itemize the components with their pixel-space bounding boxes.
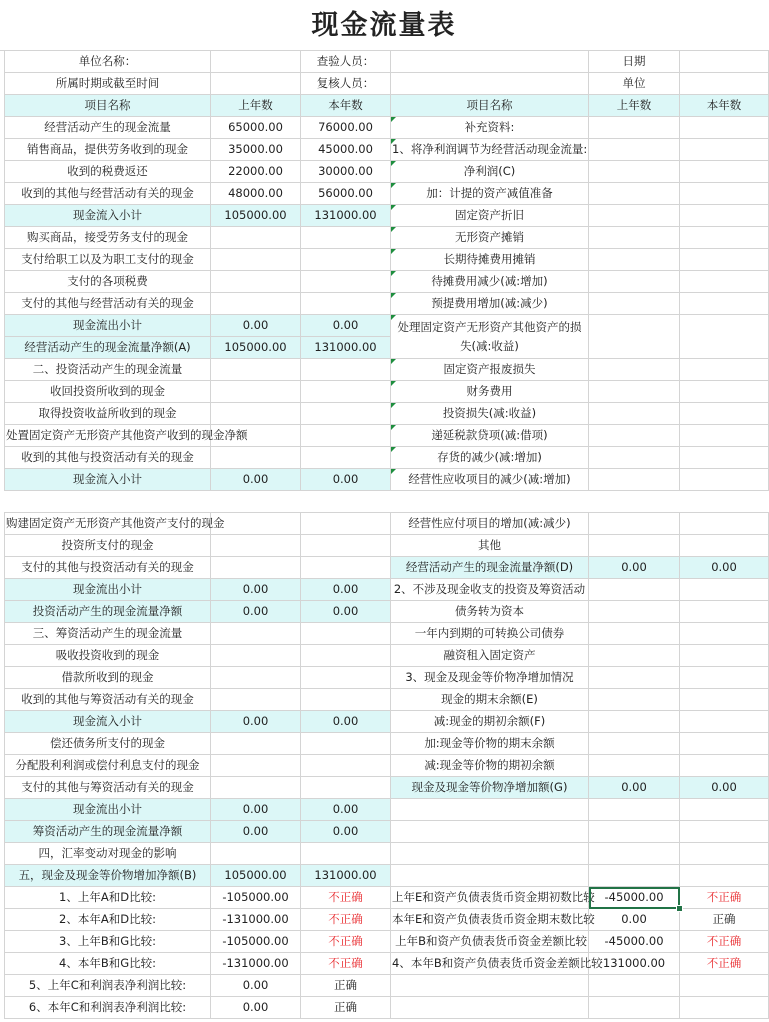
column-header-item[interactable]: 项目名称 (5, 95, 211, 117)
this-year-cell[interactable]: 30000.00 (301, 161, 391, 183)
right-this-year-cell[interactable] (680, 381, 769, 403)
right-this-year-cell[interactable] (680, 755, 769, 777)
last-year-cell[interactable]: 0.00 (211, 601, 301, 623)
right-item-name-cell[interactable]: 加:现金等价物的期末余额 (391, 733, 589, 755)
right-last-year-cell[interactable] (589, 271, 680, 293)
right-item-name-cell[interactable] (391, 821, 589, 843)
last-year-cell[interactable] (211, 249, 301, 271)
right-item-name-cell[interactable]: 递延税款贷项(减:借项) (391, 425, 589, 447)
this-year-cell[interactable] (301, 667, 391, 689)
item-name-cell[interactable]: 三、筹资活动产生的现金流量 (5, 623, 211, 645)
right-this-year-cell[interactable] (680, 271, 769, 293)
this-year-cell[interactable]: 0.00 (301, 711, 391, 733)
right-last-year-cell[interactable] (589, 227, 680, 249)
right-last-year-cell[interactable] (589, 249, 680, 271)
check-diff-right-cell[interactable]: 0.00 (589, 909, 680, 931)
this-year-cell[interactable]: 0.00 (301, 821, 391, 843)
right-this-year-cell[interactable] (680, 667, 769, 689)
table-row (5, 865, 769, 887)
right-last-year-cell[interactable]: 0.00 (589, 557, 680, 579)
right-this-year-cell[interactable] (680, 821, 769, 843)
check-label-cell[interactable]: 6、本年C和利润表净利润比较: (5, 997, 211, 1019)
right-this-year-cell[interactable] (680, 205, 769, 227)
check-row (5, 953, 769, 975)
item-name-cell[interactable]: 收回投资所收到的现金 (5, 381, 211, 403)
right-item-name-cell[interactable]: 现金的期末余额(E) (391, 689, 589, 711)
right-this-year-cell[interactable] (680, 293, 769, 315)
check-diff-cell[interactable]: -131000.00 (211, 953, 301, 975)
table-row (5, 469, 769, 491)
last-year-cell[interactable]: 105000.00 (211, 337, 301, 359)
last-year-cell[interactable] (211, 359, 301, 381)
right-last-year-cell[interactable] (589, 513, 680, 535)
right-last-year-cell[interactable] (589, 381, 680, 403)
sheet-title: 现金流量表 (0, 0, 768, 51)
check-diff-cell[interactable]: 0.00 (211, 975, 301, 997)
this-year-cell[interactable] (301, 623, 391, 645)
item-name-cell[interactable]: 经营活动产生的现金流量净额(A) (5, 337, 211, 359)
reviewer-value[interactable] (391, 73, 589, 95)
table-row (5, 601, 769, 623)
check-label-cell[interactable]: 2、本年A和D比较: (5, 909, 211, 931)
table-row (5, 755, 769, 777)
item-name-cell[interactable]: 筹资活动产生的现金流量净额 (5, 821, 211, 843)
date-label: 日期 (589, 51, 680, 73)
right-last-year-cell[interactable] (589, 755, 680, 777)
right-last-year-cell[interactable] (589, 447, 680, 469)
this-year-cell[interactable] (301, 689, 391, 711)
check-diff-right-cell[interactable] (589, 975, 680, 997)
right-last-year-cell[interactable] (589, 865, 680, 887)
period-label: 所属时期或截至时间 (5, 73, 211, 95)
table-row (5, 777, 769, 799)
date-value[interactable] (680, 51, 769, 73)
right-this-year-cell[interactable] (680, 843, 769, 865)
right-this-year-cell[interactable] (680, 601, 769, 623)
right-item-name-cell[interactable]: 财务费用 (391, 381, 589, 403)
reviewer-label: 复核人员： (301, 73, 391, 95)
this-year-cell[interactable]: 0.00 (301, 799, 391, 821)
this-year-cell[interactable]: 131000.00 (301, 337, 391, 359)
table-row (5, 557, 769, 579)
check-diff-cell[interactable]: 0.00 (211, 997, 301, 1019)
checker-value[interactable] (391, 51, 589, 73)
this-year-cell[interactable] (301, 513, 391, 535)
right-this-year-cell[interactable] (680, 249, 769, 271)
item-name-cell[interactable]: 现金流入小计 (5, 469, 211, 491)
table-row (5, 733, 769, 755)
table-row (5, 843, 769, 865)
right-this-year-cell[interactable] (680, 579, 769, 601)
check-result-cell[interactable]: 不正确 (301, 953, 391, 975)
check-diff-right-cell[interactable] (589, 997, 680, 1019)
last-year-cell[interactable]: 105000.00 (211, 205, 301, 227)
item-name-cell[interactable]: 现金流出小计 (5, 315, 211, 337)
last-year-cell[interactable]: 0.00 (211, 469, 301, 491)
table-row (5, 293, 769, 315)
unit-name-label: 单位名称： (5, 51, 211, 73)
right-this-year-cell[interactable] (680, 513, 769, 535)
last-year-cell[interactable] (211, 843, 301, 865)
check-result-right-cell[interactable] (680, 997, 769, 1019)
right-item-name-cell[interactable]: 待摊费用减少(减:增加) (391, 271, 589, 293)
right-last-year-cell[interactable] (589, 689, 680, 711)
this-year-cell[interactable] (301, 755, 391, 777)
right-this-year-cell[interactable] (680, 623, 769, 645)
right-item-name-cell[interactable] (391, 865, 589, 887)
cashflow-table-top (4, 50, 769, 491)
table-row (5, 271, 769, 293)
right-last-year-cell[interactable] (589, 535, 680, 557)
table-row (5, 249, 769, 271)
period-value[interactable] (211, 73, 301, 95)
table-row (5, 667, 769, 689)
this-year-cell[interactable] (301, 843, 391, 865)
right-this-year-cell[interactable] (680, 689, 769, 711)
item-name-cell[interactable]: 购买商品，接受劳务支付的现金 (5, 227, 211, 249)
unit-value[interactable] (680, 73, 769, 95)
table-row (5, 425, 769, 447)
table-row (5, 183, 769, 205)
right-item-name-cell[interactable]: 处理固定资产无形资产其他资产的损失(减:收益) (391, 315, 589, 359)
right-item-name-cell[interactable]: 减:现金等价物的期初余额 (391, 755, 589, 777)
right-item-name-cell[interactable]: 投资损失(减:收益) (391, 403, 589, 425)
fill-handle[interactable] (676, 905, 683, 912)
right-this-year-cell[interactable] (680, 865, 769, 887)
item-name-cell[interactable]: 五，现金及现金等价物增加净额(B) (5, 865, 211, 887)
right-this-year-cell[interactable] (680, 183, 769, 205)
checker-label: 查验人员： (301, 51, 391, 73)
item-name-cell[interactable]: 四，汇率变动对现金的影响 (5, 843, 211, 865)
right-this-year-cell[interactable]: 0.00 (680, 557, 769, 579)
item-name-cell[interactable]: 收到的其他与经营活动有关的现金 (5, 183, 211, 205)
right-this-year-cell[interactable] (680, 711, 769, 733)
check-result-right-cell[interactable]: 不正确 (680, 953, 769, 975)
item-name-cell[interactable]: 现金流入小计 (5, 711, 211, 733)
this-year-cell[interactable] (301, 645, 391, 667)
right-last-year-cell[interactable] (589, 117, 680, 139)
table-row (5, 139, 769, 161)
last-year-cell[interactable]: 0.00 (211, 711, 301, 733)
table-row (5, 623, 769, 645)
item-name-cell[interactable]: 支付的各项税费 (5, 271, 211, 293)
table-row (5, 227, 769, 249)
table-row (5, 447, 769, 469)
check-label-right-cell[interactable]: 上年B和资产负债表货币资金差额比较 (391, 931, 589, 953)
right-item-name-cell[interactable]: 净利润(C) (391, 161, 589, 183)
right-last-year-cell[interactable] (589, 667, 680, 689)
column-header-last-year-right[interactable]: 上年数 (589, 95, 680, 117)
right-last-year-cell[interactable] (589, 469, 680, 491)
right-this-year-cell[interactable]: 0.00 (680, 777, 769, 799)
this-year-cell[interactable] (301, 293, 391, 315)
this-year-cell[interactable]: 56000.00 (301, 183, 391, 205)
item-name-cell[interactable]: 现金流出小计 (5, 799, 211, 821)
check-result-right-cell[interactable]: 不正确 (680, 887, 769, 909)
right-item-name-cell[interactable] (391, 843, 589, 865)
unit-name-value[interactable] (211, 51, 301, 73)
this-year-cell[interactable] (301, 733, 391, 755)
right-this-year-cell[interactable] (680, 425, 769, 447)
last-year-cell[interactable] (211, 271, 301, 293)
this-year-cell[interactable] (301, 227, 391, 249)
item-name-cell[interactable]: 收到的其他与筹资活动有关的现金 (5, 689, 211, 711)
selected-cell[interactable]: -45000.00 (589, 887, 680, 909)
table-row (5, 205, 769, 227)
check-label-right-cell[interactable]: 4、本年B和资产负债表货币资金差额比较 (391, 953, 589, 975)
right-item-name-cell[interactable]: 3、现金及现金等价物净增加情况 (391, 667, 589, 689)
right-last-year-cell[interactable] (589, 403, 680, 425)
right-this-year-cell[interactable] (680, 799, 769, 821)
item-name-cell[interactable]: 取得投资收益所收到的现金 (5, 403, 211, 425)
table-row (5, 689, 769, 711)
right-last-year-cell[interactable] (589, 799, 680, 821)
this-year-cell[interactable]: 0.00 (301, 469, 391, 491)
last-year-cell[interactable]: 0.00 (211, 579, 301, 601)
check-result-cell[interactable]: 不正确 (301, 931, 391, 953)
last-year-cell[interactable] (211, 733, 301, 755)
this-year-cell[interactable] (301, 403, 391, 425)
last-year-cell[interactable]: 0.00 (211, 799, 301, 821)
this-year-cell[interactable]: 0.00 (301, 579, 391, 601)
this-year-cell[interactable] (301, 425, 391, 447)
right-last-year-cell[interactable] (589, 425, 680, 447)
table-row (5, 535, 769, 557)
last-year-cell[interactable] (211, 227, 301, 249)
check-result-cell[interactable]: 正确 (301, 997, 391, 1019)
item-name-cell[interactable]: 现金流出小计 (5, 579, 211, 601)
check-label-right-cell[interactable]: 上年E和资产负债表货币资金期初数比较 (391, 887, 589, 909)
this-year-cell[interactable] (301, 777, 391, 799)
item-name-cell[interactable]: 借款所收到的现金 (5, 667, 211, 689)
right-this-year-cell[interactable] (680, 645, 769, 667)
last-year-cell[interactable] (211, 755, 301, 777)
cashflow-table-bottom (4, 512, 769, 1019)
check-result-right-cell[interactable] (680, 975, 769, 997)
this-year-cell[interactable]: 0.00 (301, 601, 391, 623)
right-item-name-cell[interactable]: 无形资产摊销 (391, 227, 589, 249)
this-year-cell[interactable] (301, 249, 391, 271)
item-name-cell[interactable]: 投资活动产生的现金流量净额 (5, 601, 211, 623)
check-result-cell[interactable]: 不正确 (301, 887, 391, 909)
check-row (5, 975, 769, 997)
this-year-cell[interactable] (301, 535, 391, 557)
right-item-name-cell[interactable]: 经营活动产生的现金流量净额(D) (391, 557, 589, 579)
table-row (5, 359, 769, 381)
right-item-name-cell[interactable]: 现金及现金等价物净增加额(G) (391, 777, 589, 799)
right-item-name-cell[interactable]: 债务转为资本 (391, 601, 589, 623)
right-last-year-cell[interactable] (589, 183, 680, 205)
this-year-cell[interactable]: 45000.00 (301, 139, 391, 161)
check-row (5, 887, 769, 909)
column-header-last-year[interactable]: 上年数 (211, 95, 301, 117)
check-result-cell[interactable]: 不正确 (301, 909, 391, 931)
right-this-year-cell[interactable] (680, 117, 769, 139)
right-last-year-cell[interactable] (589, 579, 680, 601)
this-year-cell[interactable] (301, 557, 391, 579)
right-this-year-cell[interactable] (680, 447, 769, 469)
check-diff-cell[interactable]: -131000.00 (211, 909, 301, 931)
unit-label: 单位 (589, 73, 680, 95)
item-name-cell[interactable]: 支付的其他与投资活动有关的现金 (5, 557, 211, 579)
check-label-cell[interactable]: 5、上年C和利润表净利润比较: (5, 975, 211, 997)
last-year-cell[interactable] (211, 535, 301, 557)
check-row (5, 931, 769, 953)
right-item-name-cell[interactable]: 加：计提的资产减值准备 (391, 183, 589, 205)
right-last-year-cell[interactable] (589, 601, 680, 623)
right-item-name-cell[interactable]: 补充资料: (391, 117, 589, 139)
item-name-cell[interactable]: 现金流入小计 (5, 205, 211, 227)
right-item-name-cell[interactable] (391, 799, 589, 821)
last-year-cell[interactable]: 48000.00 (211, 183, 301, 205)
screenshot-splice-gap (0, 496, 768, 512)
last-year-cell[interactable]: 22000.00 (211, 161, 301, 183)
right-last-year-cell[interactable] (589, 293, 680, 315)
right-last-year-cell[interactable] (589, 161, 680, 183)
check-label-cell[interactable]: 4、本年B和G比较: (5, 953, 211, 975)
right-item-name-cell[interactable]: 固定资产报废损失 (391, 359, 589, 381)
right-item-name-cell[interactable]: 其他 (391, 535, 589, 557)
item-name-cell[interactable]: 收到的其他与投资活动有关的现金 (5, 447, 211, 469)
last-year-cell[interactable] (211, 403, 301, 425)
right-this-year-cell[interactable] (680, 139, 769, 161)
this-year-cell[interactable] (301, 271, 391, 293)
check-label-cell[interactable]: 3、上年B和G比较: (5, 931, 211, 953)
check-result-right-cell[interactable]: 正确 (680, 909, 769, 931)
last-year-cell[interactable] (211, 689, 301, 711)
table-row (5, 381, 769, 403)
last-year-cell[interactable] (211, 557, 301, 579)
right-this-year-cell[interactable] (680, 733, 769, 755)
check-diff-cell[interactable]: -105000.00 (211, 931, 301, 953)
this-year-cell[interactable] (301, 447, 391, 469)
item-name-cell[interactable]: 二、投资活动产生的现金流量 (5, 359, 211, 381)
right-item-name-cell[interactable]: 预提费用增加(减:减少) (391, 293, 589, 315)
last-year-cell[interactable]: 105000.00 (211, 865, 301, 887)
last-year-cell[interactable] (211, 777, 301, 799)
table-row (5, 403, 769, 425)
right-this-year-cell[interactable] (680, 403, 769, 425)
this-year-cell[interactable]: 131000.00 (301, 205, 391, 227)
right-item-name-cell[interactable]: 1、将净利润调节为经营活动现金流量: (391, 139, 589, 161)
right-item-name-cell[interactable]: 固定资产折旧 (391, 205, 589, 227)
last-year-cell[interactable]: 0.00 (211, 315, 301, 337)
item-name-cell[interactable]: 分配股利利润或偿付利息支付的现金 (5, 755, 211, 777)
this-year-cell[interactable]: 76000.00 (301, 117, 391, 139)
right-last-year-cell[interactable] (589, 821, 680, 843)
check-result-cell[interactable]: 正确 (301, 975, 391, 997)
item-name-cell[interactable]: 收到的税费返还 (5, 161, 211, 183)
check-label-right-cell[interactable] (391, 975, 589, 997)
item-name-cell[interactable]: 处置固定资产无形资产其他资产收到的现金净额 (5, 425, 211, 447)
this-year-cell[interactable] (301, 381, 391, 403)
last-year-cell[interactable]: 65000.00 (211, 117, 301, 139)
item-name-cell[interactable]: 支付的其他与经营活动有关的现金 (5, 293, 211, 315)
item-name-cell[interactable]: 支付给职工以及为职工支付的现金 (5, 249, 211, 271)
right-last-year-cell[interactable] (589, 623, 680, 645)
right-item-name-cell[interactable]: 减:现金的期初余额(F) (391, 711, 589, 733)
table-row (5, 711, 769, 733)
right-this-year-cell[interactable] (680, 315, 769, 359)
column-header-this-year-right[interactable]: 本年数 (680, 95, 769, 117)
check-label-cell[interactable]: 1、上年A和D比较: (5, 887, 211, 909)
right-item-name-cell[interactable]: 一年内到期的可转换公司债券 (391, 623, 589, 645)
right-item-name-cell[interactable]: 长期待摊费用摊销 (391, 249, 589, 271)
table-row (5, 513, 769, 535)
table-row (5, 579, 769, 601)
item-name-cell[interactable]: 购建固定资产无形资产其他资产支付的现金 (5, 513, 211, 535)
table-row (5, 799, 769, 821)
this-year-cell[interactable]: 0.00 (301, 315, 391, 337)
right-last-year-cell[interactable] (589, 645, 680, 667)
item-name-cell[interactable]: 经营活动产生的现金流量 (5, 117, 211, 139)
check-result-right-cell[interactable]: 不正确 (680, 931, 769, 953)
this-year-cell[interactable]: 131000.00 (301, 865, 391, 887)
column-header-this-year[interactable]: 本年数 (301, 95, 391, 117)
right-last-year-cell[interactable] (589, 711, 680, 733)
table-row (5, 161, 769, 183)
last-year-cell[interactable] (211, 447, 301, 469)
table-row (5, 315, 769, 337)
right-last-year-cell[interactable]: 0.00 (589, 777, 680, 799)
item-name-cell[interactable]: 投资所支付的现金 (5, 535, 211, 557)
last-year-cell[interactable] (211, 381, 301, 403)
right-this-year-cell[interactable] (680, 359, 769, 381)
last-year-cell[interactable]: 35000.00 (211, 139, 301, 161)
table-row (5, 645, 769, 667)
right-last-year-cell[interactable] (589, 205, 680, 227)
this-year-cell[interactable] (301, 359, 391, 381)
table-row (5, 821, 769, 843)
right-item-name-cell[interactable]: 经营性应付项目的增加(减:减少) (391, 513, 589, 535)
check-diff-right-cell[interactable]: -45000.00 (589, 931, 680, 953)
right-item-name-cell[interactable]: 2、不涉及现金收支的投资及筹资活动 (391, 579, 589, 601)
item-name-cell[interactable]: 偿还债务所支付的现金 (5, 733, 211, 755)
column-header-item-right[interactable]: 项目名称 (391, 95, 589, 117)
right-last-year-cell[interactable] (589, 843, 680, 865)
right-this-year-cell[interactable] (680, 469, 769, 491)
check-row (5, 997, 769, 1019)
right-this-year-cell[interactable] (680, 535, 769, 557)
last-year-cell[interactable] (211, 645, 301, 667)
right-last-year-cell[interactable] (589, 315, 680, 359)
last-year-cell[interactable] (211, 293, 301, 315)
table-row (5, 117, 769, 139)
right-this-year-cell[interactable] (680, 227, 769, 249)
check-diff-right-cell[interactable]: 131000.00 (589, 953, 680, 975)
check-diff-cell[interactable]: -105000.00 (211, 887, 301, 909)
right-this-year-cell[interactable] (680, 161, 769, 183)
last-year-cell[interactable]: 0.00 (211, 821, 301, 843)
item-name-cell[interactable]: 吸收投资收到的现金 (5, 645, 211, 667)
right-item-name-cell[interactable]: 存货的减少(减:增加) (391, 447, 589, 469)
right-last-year-cell[interactable] (589, 139, 680, 161)
right-item-name-cell[interactable]: 经营性应收项目的减少(减:增加) (391, 469, 589, 491)
check-label-right-cell[interactable] (391, 997, 589, 1019)
check-row (5, 909, 769, 931)
last-year-cell[interactable] (211, 667, 301, 689)
right-last-year-cell[interactable] (589, 359, 680, 381)
item-name-cell[interactable]: 销售商品，提供劳务收到的现金 (5, 139, 211, 161)
check-label-right-cell[interactable]: 本年E和资产负债表货币资金期末数比较 (391, 909, 589, 931)
last-year-cell[interactable] (211, 623, 301, 645)
item-name-cell[interactable]: 支付的其他与筹资活动有关的现金 (5, 777, 211, 799)
right-item-name-cell[interactable]: 融资租入固定资产 (391, 645, 589, 667)
right-last-year-cell[interactable] (589, 733, 680, 755)
